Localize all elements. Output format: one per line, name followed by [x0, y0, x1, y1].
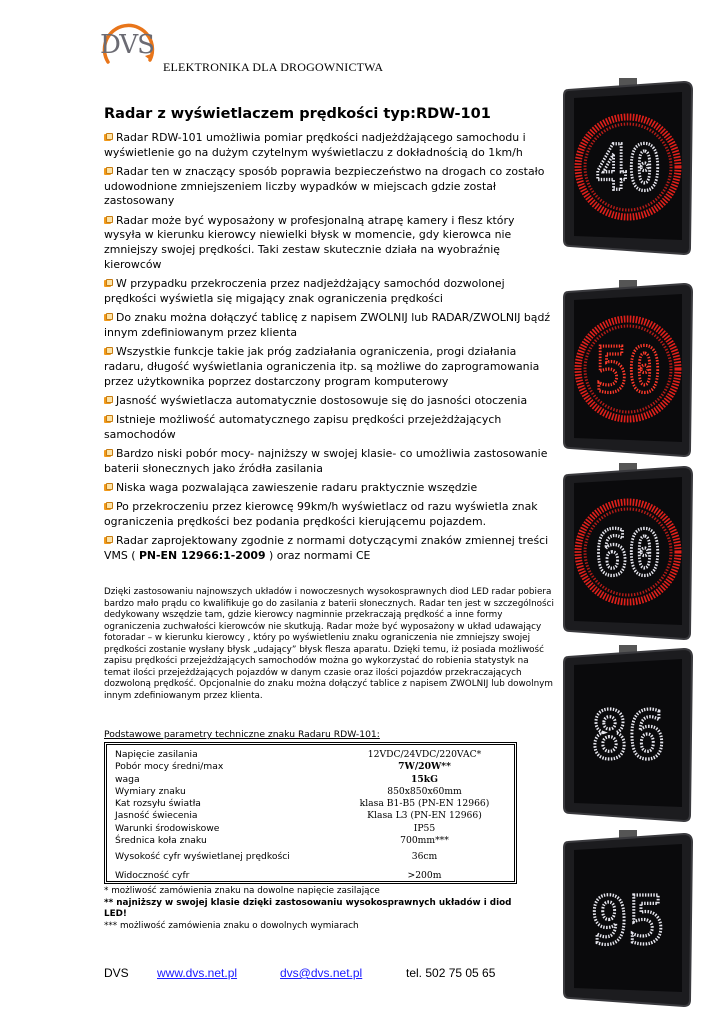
bullet-icon: [104, 167, 113, 176]
feature-item: [104, 447, 554, 476]
feature-text: W przypadku przekroczenia przez nadjeżdżający samochód dozwolonej prędkości wyświetla się migający znak ograniczenia prędkości: [104, 277, 505, 305]
params-row: [115, 749, 512, 761]
feature-item: [104, 534, 554, 563]
feature-item: [104, 413, 554, 442]
speed-sign-50: [562, 280, 693, 460]
footnotes: [104, 886, 524, 932]
feature-text: Niska waga pozwalająca zawieszenie radaru praktycznie wszędzie: [116, 481, 478, 495]
feature-item: [104, 481, 554, 496]
bullet-icon: [104, 347, 113, 356]
param-value: 850x850x60mm: [387, 785, 462, 797]
param-label: Pobór mocy średni/max: [115, 761, 224, 773]
feature-item: [104, 131, 554, 160]
sign-digits: 95: [591, 881, 665, 959]
feature-item: [104, 345, 554, 389]
param-value: >200m: [407, 870, 442, 882]
params-heading: Podstawowe parametry techniczne znaku Radaru RDW-101:: [104, 729, 380, 740]
param-label: Widoczność cyfr: [115, 870, 190, 882]
param-value: 12VDC/24VDC/220VAC*: [367, 749, 482, 760]
param-label: Wysokość cyfr wyświetlanej prędkości: [115, 851, 290, 863]
feature-text: Radar RDW-101 umożliwia pomiar prędkości nadjeżdżającego samochodu i wyświetlenie go na dużym czytelnym wyświetlaczu z dokładnością do 1km/h: [104, 131, 526, 159]
feature-text: Do znaku można dołączyć tablicę z napisem ZWOLNIJ lub RADAR/ZWOLNIJ bądź innym zdefiniowanym przez klienta: [104, 311, 551, 339]
bullet-icon: [104, 216, 113, 225]
param-value: 7W/20W**: [398, 761, 451, 773]
param-value: IP55: [413, 822, 436, 834]
description-paragraph: Dzięki zastosowaniu najnowszych układów i nowoczesnych wysokosprawnych diod LED radar pobiera bardzo mało prądu co kwalifikuje go do zasilania z baterii słonecznych. Radar ten jest w szczególności dedykowany wszędzie tam, gdzie kierowcy nagminnie przekraczają prędkość a inne formy ograniczenia zuchwałości kierowców nie skutkują. Radar może być wyposażony w układ udawający fotoradar – w kierunku kierowcy , który po wyświetleniu znaku ograniczenia nie zmniejszy swojej prędkości zostanie wysłany błysk „udający” błysk flesza aparatu. Dzięki temu, iż posiada możliwość zapisu prędkości przejeżdżających samochodów można go wykorzystać do robienia statystyk na temat ilości przejeżdżających pojazdów w danym czasie oraz ilości pojazdów przekraczających dozwoloną prędkość. Opcjonalnie do znaku można dołączyć tablice z napisem ZWOLNIJ lub dowolnym innym zdefiniowanym przez klienta.: [104, 587, 554, 701]
param-label: Napięcie zasilania: [115, 749, 198, 760]
feature-text-suffix: ) oraz normami CE: [265, 549, 371, 563]
sign-digits: 40: [595, 131, 661, 205]
params-table-box: [104, 742, 517, 884]
params-row: [115, 798, 512, 810]
footnote-3: *** możliwość zamówienia znaku o dowolnych wymiarach: [104, 920, 359, 931]
params-row: [115, 774, 512, 786]
footer-phone: tel. 502 75 05 65: [406, 966, 496, 980]
bullet-icon: [104, 536, 113, 545]
params-row: [115, 847, 512, 866]
company-name: ELEKTRONIKA DLA DROGOWNICTWA: [163, 60, 384, 74]
feature-text: Radar ten w znaczący sposób poprawia bezpieczeństwo na drogach co zostało udowodnione zmniejszeniem liczby wypadków w miejscach gdzie został zastosowany: [104, 165, 545, 208]
bullet-icon: [104, 483, 113, 492]
feature-item: [104, 214, 554, 273]
bullet-icon: [104, 279, 113, 288]
feature-item: [104, 500, 554, 529]
feature-item: [104, 277, 554, 306]
param-value: 15kG: [411, 773, 438, 785]
feature-item: [104, 311, 554, 340]
param-value: klasa B1-B5 (PN-EN 12966): [359, 798, 490, 810]
bullet-icon: [104, 415, 113, 424]
speed-display-86: [562, 645, 693, 825]
email-link[interactable]: dvs@dvs.net.pl: [280, 966, 363, 980]
speed-display-95: [562, 830, 693, 1010]
param-label: Średnica koła znaku: [115, 835, 207, 847]
feature-text: Jasność wyświetlacza automatycznie dostosowuje się do jasności otoczenia: [116, 393, 528, 407]
footer-company: DVS: [104, 966, 129, 980]
sign-digits: 50: [595, 333, 661, 407]
params-row: [115, 823, 512, 835]
param-label: Kat rozsyłu światła: [115, 798, 201, 810]
params-row: [115, 786, 512, 798]
param-value: 700mm***: [400, 835, 449, 847]
speed-sign-60: [562, 463, 693, 643]
params-row: [115, 866, 512, 885]
feature-text: Radar zaprojektowany zgodnie z normami dotyczącymi znaków zmiennej treści VMS (: [104, 534, 549, 563]
feature-text: Radar może być wyposażony w profesjonalną atrapę kamery i flesz który wysyła w kierunku kierowcy niewielki błysk w momencie, gdy kierowca nie zmniejszy swojej prędkości. Taki zestaw skutecznie działa na wyobraźnię kierowców: [104, 213, 515, 271]
bullet-icon: [104, 133, 113, 142]
bullet-icon: [104, 396, 113, 405]
footnote-2: ** najniższy w swojej klasie dzięki zastosowaniu wysokosprawnych układów i diod LED!: [104, 897, 512, 919]
params-row: [115, 835, 512, 847]
footnote-1: * możliwość zamówienia znaku na dowolne napięcie zasilające: [104, 886, 380, 896]
feature-text: Wszystkie funkcje takie jak próg zadziałania ograniczenia, progi działania radaru, długość wyświetlania ograniczenia itp. są możliwe do zaprogramowania przez użytkownika poprzez dostarczony program komputerowy: [104, 345, 540, 388]
sign-digits: 86: [591, 696, 665, 774]
feature-text: Bardzo niski pobór mocy- najniższy w swojej klasie- co umożliwia zastosowanie baterii słonecznych jako źródła zasilania: [104, 447, 548, 475]
param-label: Warunki środowiskowe: [115, 822, 220, 834]
page-title: Radar z wyświetlaczem prędkości typ:RDW-101: [104, 106, 491, 122]
params-table: [115, 749, 512, 885]
param-label: Wymiary znaku: [115, 785, 186, 797]
website-link[interactable]: www.dvs.net.pl: [157, 966, 238, 980]
param-label: waga: [115, 773, 140, 785]
param-value: 36cm: [411, 851, 438, 863]
feature-text: Po przekroczeniu przez kierowcę 99km/h wyświetlacz od razu wyświetla znak ograniczenia prędkości bez podania prędkości kierującemu pojazdem.: [104, 500, 538, 529]
speed-sign-40: [562, 78, 693, 258]
param-value: Klasa L3 (PN-EN 12966): [367, 810, 482, 822]
bullet-icon: [104, 313, 113, 322]
logo-text: DVS: [100, 30, 154, 60]
params-row: [115, 810, 512, 822]
feature-list: [104, 131, 554, 568]
sign-digits: 60: [595, 516, 661, 590]
feature-item: [104, 394, 554, 409]
feature-text: Istnieje możliwość automatycznego zapisu prędkości przejeżdżających samochodów: [104, 413, 502, 441]
bullet-icon: [104, 449, 113, 458]
feature-item: [104, 165, 554, 209]
bullet-icon: [104, 502, 113, 511]
params-row: [115, 761, 512, 773]
param-label: Jasność świecenia: [115, 810, 198, 822]
standard-reference: PN-EN 12966:1-2009: [138, 549, 266, 563]
